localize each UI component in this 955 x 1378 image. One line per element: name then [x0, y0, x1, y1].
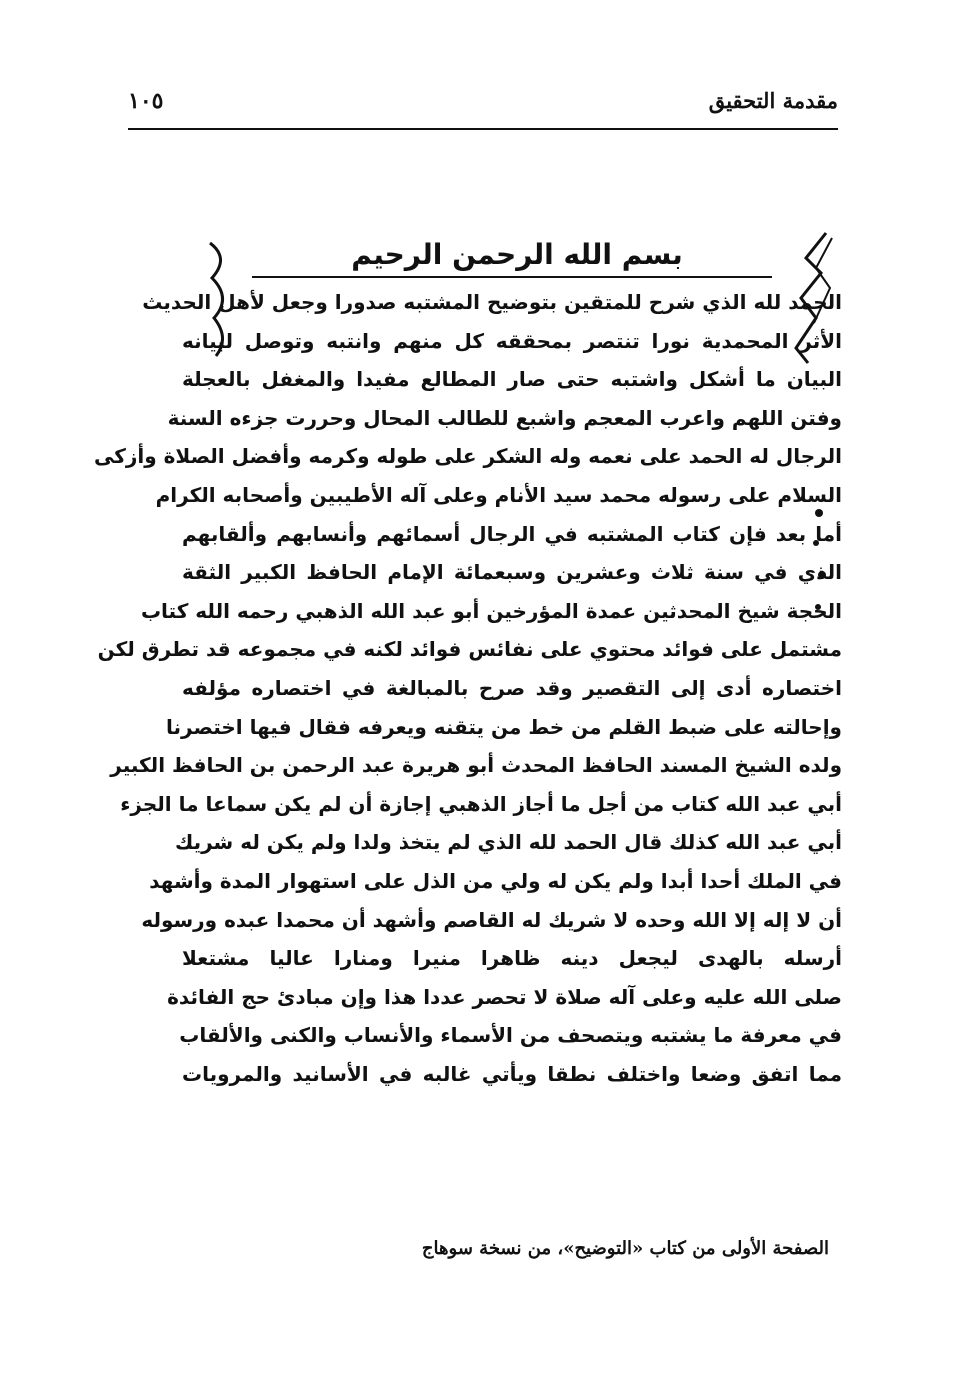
manuscript-line: مما اتفق وضعا واختلف نطقا ويأتي غالبه في الأسانيد والمرويات — [182, 1061, 842, 1086]
manuscript-line: البيان ما أشكل واشتبه حتى صار المطالع مفيدا والمغفل بالعجلة — [182, 367, 842, 392]
manuscript-line: مشتمل على فوائد محتوي على نفائس فوائد لكنه في مجموعه قد تطرق لكن — [97, 637, 842, 662]
manuscript-line: الأثر المحمدية نورا تنتصر بمحققه كل منهم وانتبه وتوصل لبيانه — [182, 328, 842, 353]
manuscript-line: أما بعد فإن كتاب المشتبه في الرجال أسمائهم وأنسابهم وألقابهم — [182, 521, 842, 546]
manuscript-line: أبي عبد الله كذلك قال الحمد لله الذي لم يتخذ ولدا ولم يكن له شريك — [174, 830, 842, 855]
manuscript-line: صلى الله عليه وعلى آله صلاة لا تحصر عددا هذا وإن مبادئ حج الفائدة — [167, 984, 842, 1009]
manuscript-text-lines — [93, 283, 842, 1093]
page-number: ١٠٥ — [128, 88, 164, 114]
manuscript-line: أبي عبد الله كتاب من أجل ما أجاز الذهبي إجازة أن لم يكن سماعا ما الجزء — [120, 791, 842, 816]
manuscript-line: الذي في سنة ثلاث وعشرين وسبعمائة الإمام الحافظ الكبير الثقة — [182, 560, 842, 585]
header-rule — [128, 128, 838, 130]
manuscript-line: وفتن اللهم واعرب المعجم واشبع للطالب المحال وحررت جزءه السنة — [167, 405, 842, 430]
manuscript-line: أن لا إله إلا الله وحده لا شريك له القاصم وأشهد أن محمدا عبده ورسوله — [141, 907, 842, 932]
manuscript-line: الرجال له الحمد على نعمه وله الشكر على طوله وكرمه وأفضل الصلاة وأزكى — [93, 444, 842, 469]
manuscript-line: الحجة شيخ المحدثين عمدة المؤرخين أبو عبد الله الذهبي رحمه الله كتاب — [140, 598, 842, 623]
manuscript-line: الحمد لله الذي شرح للمتقين بتوضيح المشتبه صدورا وجعل لأهل الحديث — [142, 290, 842, 314]
manuscript-line: وإحالته على ضبط القلم من خط من يتقنه ويعرفه فقال فيها اختصرنا — [166, 714, 842, 739]
header-title: مقدمة التحقيق — [708, 88, 838, 113]
manuscript-line: أرسله بالهدى ليجعل دينه ظاهرا منيرا ومنارا عاليا مشتعلا — [182, 946, 842, 971]
basmala-underline — [252, 276, 772, 278]
figure-caption: الصفحة الأولى من كتاب «التوضيح»، من نسخة سوهاج — [421, 1238, 829, 1259]
running-header — [128, 88, 838, 124]
manuscript-image — [93, 228, 842, 1128]
manuscript-line: في الملك أحدا أبدا ولم يكن له ولي من الذل على استهوار المدة وأشهد — [149, 868, 842, 893]
manuscript-basmala: بسم الله الرحمن الرحيم — [351, 238, 683, 271]
manuscript-line: ولده الشيخ المسند الحافظ المحدث أبو هريرة عبد الرحمن بن الحافظ الكبير — [110, 753, 842, 778]
manuscript-line: السلام على رسوله محمد سيد الأنام وعلى آله الأطيبين وأصحابه الكرام — [155, 482, 842, 507]
manuscript-line: اختصاره أدى إلى التقصير وقد صرح بالمبالغة في اختصاره مؤلفه — [182, 675, 842, 700]
manuscript-line: في معرفة ما يشتبه ويتصحف من الأسماء والأنساب والكنى والألقاب — [179, 1023, 842, 1048]
